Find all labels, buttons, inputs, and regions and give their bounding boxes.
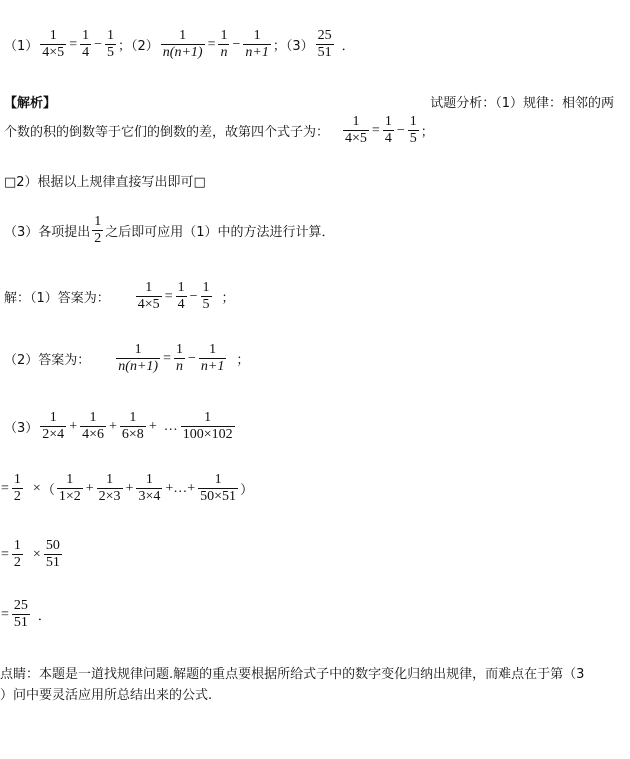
solution-1-label: 解：（1）答案为：	[4, 291, 110, 306]
minus-sign: −	[189, 288, 198, 304]
period: ．	[37, 609, 51, 624]
equals-sign: =	[163, 350, 171, 366]
solution-3-step3	[0, 598, 51, 631]
plus-ellipsis-plus: +…+	[165, 480, 196, 496]
plus-sign: +	[125, 480, 134, 496]
fraction-1-over-2: $\frac{1}{2}$	[13, 472, 21, 504]
plus-sign: +	[69, 418, 78, 434]
solution-2	[4, 342, 249, 375]
fraction-1-over-50x51: $\frac{1}{50\times 51}$	[200, 472, 237, 504]
analysis-header	[4, 92, 622, 111]
analysis-p2	[4, 171, 206, 190]
fraction-1-over-100x102: $\frac{1}{100\times 102}$	[182, 410, 233, 442]
fraction-1-over-2x4: $\frac{1}{2\times 4}$	[42, 410, 65, 442]
fraction-1-over-3x4: $\frac{1}{3\times 4}$	[138, 472, 161, 504]
plus-sign: +	[148, 418, 157, 434]
analysis-p3	[4, 214, 335, 247]
fraction-1-over-n1: $\frac{1}{n+1}$	[245, 28, 269, 60]
fraction-1-over-4x6: $\frac{1}{4\times 6}$	[82, 410, 104, 442]
analysis-cont-line	[4, 114, 434, 147]
solution-3-step1	[0, 472, 253, 505]
comment-text-2: ）问中要灵活应用所总结出来的公式.	[0, 688, 213, 703]
analysis-p3a-text: （3）各项提出	[4, 225, 91, 240]
fraction-50-over-51: $\frac{50}{51}$	[45, 538, 60, 570]
minus-sign: −	[396, 122, 405, 138]
fraction-1-over-5: $\frac{1}{5}$	[202, 280, 210, 312]
equals-sign: =	[207, 36, 216, 52]
solution-2-label: （2）答案为：	[4, 353, 91, 368]
fraction-1-over-4x5: $\frac{1}{4\times 5}$	[345, 114, 367, 146]
semicolon: ；	[221, 291, 235, 306]
fraction-1-over-4x5: $\frac{1}{4\times 5}$	[137, 280, 160, 312]
solution-3	[4, 410, 237, 443]
fraction-1-over-4: $\frac{1}{4}$	[384, 114, 392, 146]
fraction-1-over-n-n1: $\frac{1}{n(n+1)}$	[118, 342, 159, 374]
fraction-1-over-2: $\frac{1}{2}$	[13, 538, 21, 570]
fraction-1-over-5: $\frac{1}{5}$	[409, 114, 417, 146]
analysis-cont: 个数的积的倒数等于它们的倒数的差，故第四个式子为：	[4, 125, 330, 140]
left-paren: （	[41, 483, 55, 498]
plus-sign: +	[85, 480, 94, 496]
fraction-1-over-5: $\frac{1}{5}$	[107, 28, 114, 60]
right-paren: ）	[240, 483, 254, 498]
fraction-25-over-51: $\frac{25}{51}$	[317, 28, 332, 60]
fraction-1-over-n-n1: $\frac{1}{n(n+1)}$	[162, 28, 203, 60]
analysis-head: 试题分析：（1）规律：相邻的两	[430, 96, 614, 111]
answer-part2-label: ；（2）	[118, 39, 159, 54]
equals-sign: =	[1, 480, 9, 496]
answer-end: ．	[341, 39, 355, 54]
equals-sign: =	[1, 546, 9, 562]
equals-sign: =	[164, 288, 173, 304]
fraction-1-over-n: $\frac{1}{n}$	[175, 342, 183, 374]
fraction-1-over-4x5: $\frac{1}{4\times 5}$	[42, 28, 65, 60]
fraction-1-over-2x3: $\frac{1}{2\times 3}$	[98, 472, 121, 504]
solution-3-step2	[0, 538, 64, 571]
answer-part1-label: （1）	[4, 39, 39, 54]
minus-sign: −	[232, 36, 241, 52]
times-sign: ×	[32, 480, 41, 496]
minus-sign: −	[94, 36, 102, 52]
answer-line	[4, 28, 355, 61]
answer-part3-label: ；（3）	[272, 39, 314, 54]
solution-3-label: （3）	[4, 421, 39, 436]
fraction-1-over-n: $\frac{1}{n}$	[220, 28, 228, 60]
equals-sign: =	[69, 36, 78, 52]
solution-1	[4, 280, 235, 313]
jiexi-label: 【解析】	[4, 96, 57, 111]
semicolon: ；	[236, 353, 250, 368]
comment-text-1: 点睛：本题是一道找规律问题.解题的重点要根据所给式子中的数字变化归纳出规律，而难点在于第（3	[0, 667, 585, 682]
analysis-p3b-text: 之后即可应用（1）中的方法进行计算．	[105, 225, 335, 240]
fraction-1-over-1x2: $\frac{1}{1\times 2}$	[58, 472, 81, 504]
times-sign: ×	[32, 546, 41, 562]
equals-sign: =	[371, 122, 380, 138]
fraction-25-over-51: $\frac{25}{51}$	[13, 598, 28, 630]
comment-line-1	[0, 663, 584, 682]
fraction-1-over-4: $\frac{1}{4}$	[177, 280, 185, 312]
comment-line-2	[0, 684, 212, 703]
fraction-1-over-n1: $\frac{1}{n+1}$	[200, 342, 225, 374]
analysis-p2-text: □2）根据以上规律直接写出即可□	[4, 175, 206, 190]
fraction-1-over-4: $\frac{1}{4}$	[82, 28, 90, 60]
plus-sign: +	[109, 418, 117, 434]
ellipsis: …	[163, 418, 178, 434]
fraction-1-over-2: $\frac{1}{2}$	[94, 214, 102, 246]
equals-sign: =	[1, 606, 9, 622]
fraction-1-over-6x8: $\frac{1}{6\times 8}$	[121, 410, 144, 442]
minus-sign: −	[187, 350, 196, 366]
semicolon: ；	[420, 125, 434, 140]
